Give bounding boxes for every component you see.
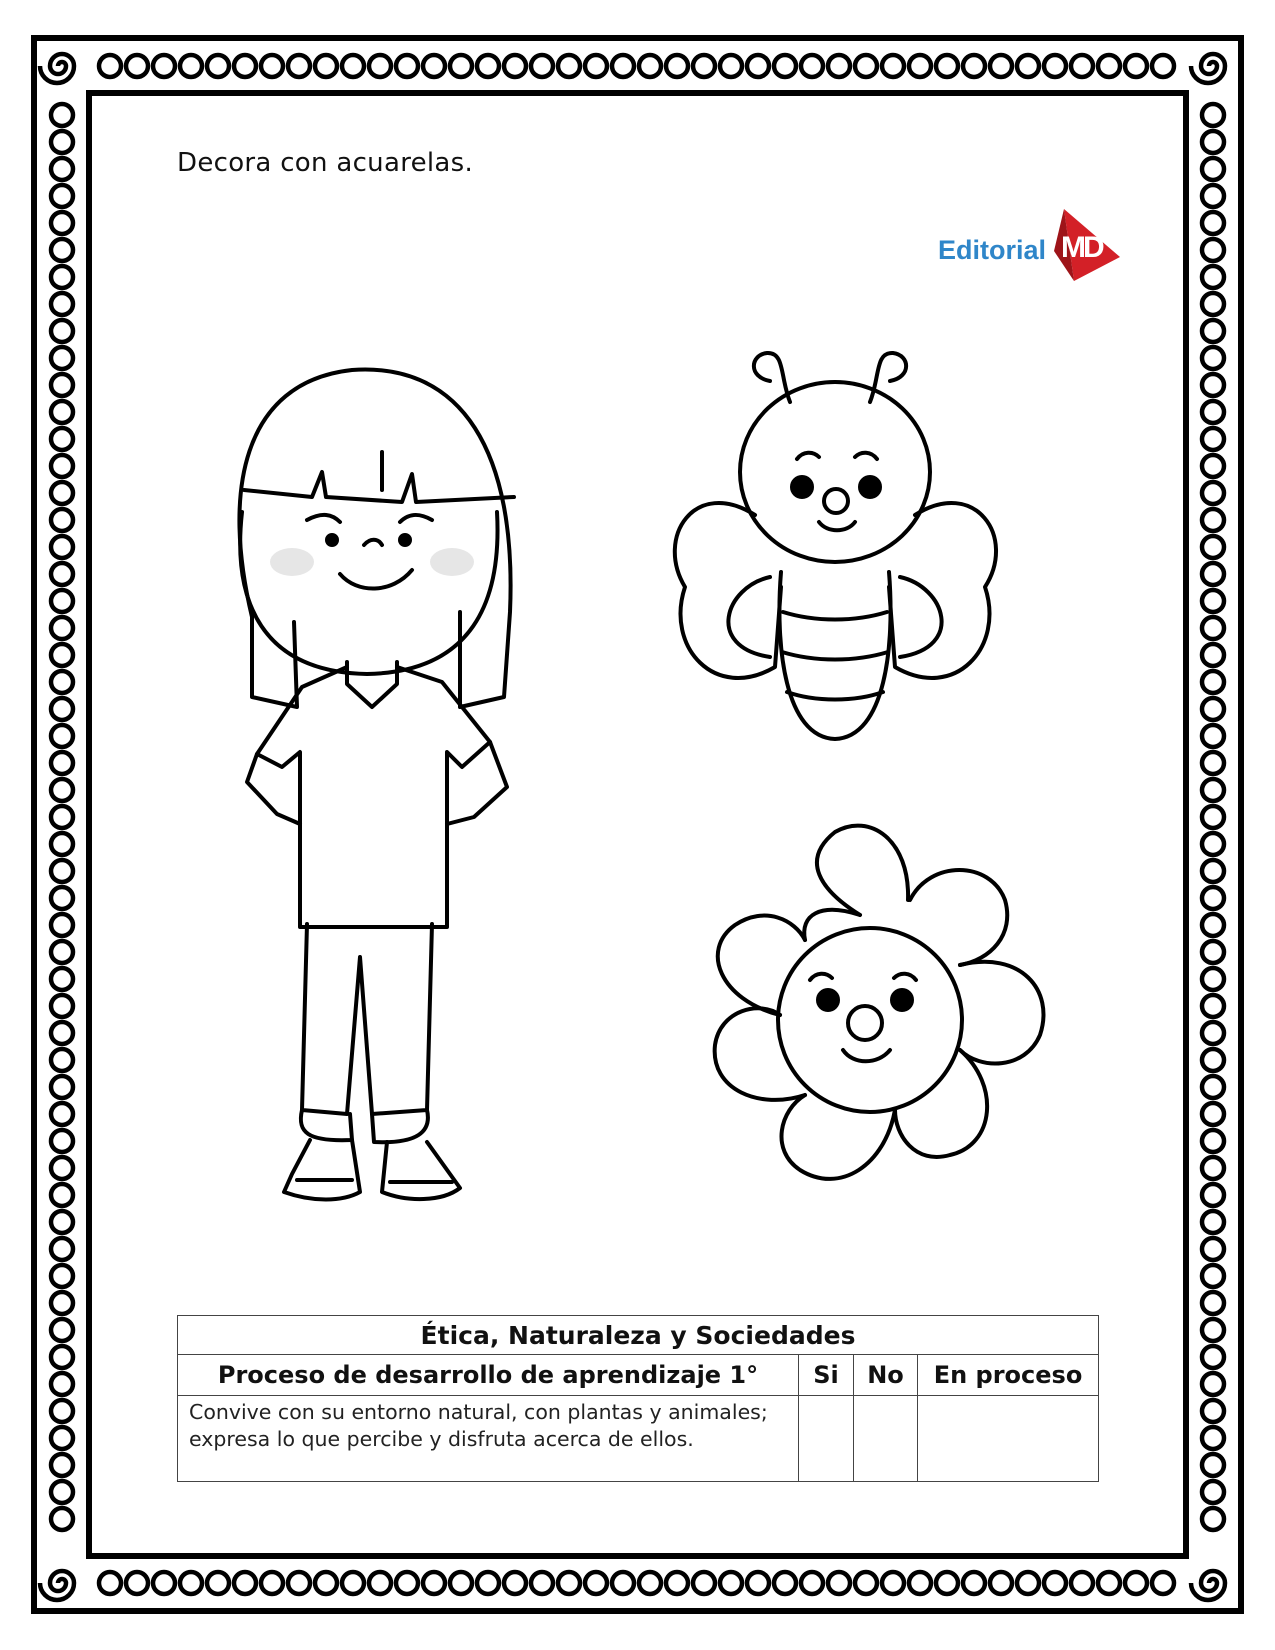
- header-en-proceso: En proceso: [918, 1355, 1099, 1396]
- border-circle: [51, 779, 73, 801]
- border-circle: [1202, 1319, 1224, 1341]
- border-circle: [51, 671, 73, 693]
- border-circle: [51, 428, 73, 450]
- border-circle: [531, 1572, 553, 1594]
- border-circle: [51, 1211, 73, 1233]
- border-circle: [558, 1572, 580, 1594]
- border-circle: [51, 1319, 73, 1341]
- border-circle: [612, 1572, 634, 1594]
- border-circle: [1202, 347, 1224, 369]
- logo-mark-text: MD: [1061, 231, 1102, 264]
- border-circle: [1202, 860, 1224, 882]
- border-circle: [558, 55, 580, 77]
- border-circle: [1202, 1346, 1224, 1368]
- border-circle: [1202, 617, 1224, 639]
- border-circle: [1202, 752, 1224, 774]
- border-circle: [1202, 671, 1224, 693]
- border-circle: [423, 55, 445, 77]
- border-circle: [1202, 1157, 1224, 1179]
- border-circle: [1202, 644, 1224, 666]
- flower-illustration: [660, 820, 1070, 1220]
- border-circle: [1202, 1427, 1224, 1449]
- border-circle: [126, 55, 148, 77]
- border-circle: [207, 55, 229, 77]
- border-circle: [396, 1572, 418, 1594]
- border-circle: [612, 55, 634, 77]
- child-illustration: [222, 362, 522, 1262]
- border-circle: [51, 347, 73, 369]
- border-circle: [288, 1572, 310, 1594]
- border-circle: [51, 752, 73, 774]
- border-circle: [180, 55, 202, 77]
- border-circle: [1202, 1400, 1224, 1422]
- border-circle: [51, 1400, 73, 1422]
- border-circle: [450, 55, 472, 77]
- border-circle: [936, 55, 958, 77]
- border-circle: [51, 617, 73, 639]
- border-circle: [1202, 1022, 1224, 1044]
- border-circle: [342, 55, 364, 77]
- border-circle: [51, 1265, 73, 1287]
- border-circle: [51, 725, 73, 747]
- border-circle: [51, 1373, 73, 1395]
- border-circle: [1202, 563, 1224, 585]
- border-circle: [963, 1572, 985, 1594]
- border-circle: [774, 1572, 796, 1594]
- border-circle: [51, 860, 73, 882]
- border-circle: [51, 239, 73, 261]
- border-circle: [1202, 131, 1224, 153]
- border-circle: [51, 131, 73, 153]
- corner-spiral-icon: [1191, 1571, 1225, 1600]
- border-circle: [1202, 1130, 1224, 1152]
- border-circle: [1202, 1184, 1224, 1206]
- border-circle: [396, 55, 418, 77]
- border-circle: [1202, 995, 1224, 1017]
- border-circle: [51, 1292, 73, 1314]
- border-circle: [51, 1238, 73, 1260]
- border-circle: [51, 455, 73, 477]
- border-circle: [1202, 1265, 1224, 1287]
- border-circle: [126, 1572, 148, 1594]
- border-circle: [153, 55, 175, 77]
- border-circle: [1202, 293, 1224, 315]
- border-circle: [504, 1572, 526, 1594]
- border-circle: [207, 1572, 229, 1594]
- border-circle: [369, 1572, 391, 1594]
- border-circle: [801, 55, 823, 77]
- border-circle: [1202, 428, 1224, 450]
- border-circle: [1202, 941, 1224, 963]
- border-circle: [369, 55, 391, 77]
- border-circle: [1202, 833, 1224, 855]
- header-no: No: [854, 1355, 918, 1396]
- corner-spiral-icon: [40, 1571, 74, 1600]
- border-circle: [51, 1157, 73, 1179]
- border-circle: [51, 644, 73, 666]
- border-circle: [153, 1572, 175, 1594]
- border-circle: [51, 563, 73, 585]
- border-circle: [51, 1076, 73, 1098]
- border-circle: [51, 1049, 73, 1071]
- border-circle: [261, 55, 283, 77]
- border-circle: [51, 266, 73, 288]
- border-circle: [585, 55, 607, 77]
- border-circle: [1017, 1572, 1039, 1594]
- border-circle: [1202, 1373, 1224, 1395]
- border-circle: [51, 536, 73, 558]
- border-circle: [1044, 1572, 1066, 1594]
- border-circle: [1152, 1572, 1174, 1594]
- border-circle: [747, 1572, 769, 1594]
- header-process: Proceso de desarrollo de aprendizaje 1°: [178, 1355, 799, 1396]
- border-circle: [51, 212, 73, 234]
- border-circle: [1202, 1454, 1224, 1476]
- border-circle: [423, 1572, 445, 1594]
- table-row: [178, 1396, 1099, 1482]
- border-circle: [693, 1572, 715, 1594]
- instruction-text: Decora con acuarelas.: [177, 148, 474, 178]
- border-circle: [1202, 509, 1224, 531]
- border-circle: [51, 104, 73, 126]
- border-circle: [1071, 55, 1093, 77]
- border-circle: [855, 55, 877, 77]
- border-circle: [1202, 590, 1224, 612]
- border-circle: [1202, 887, 1224, 909]
- border-circle: [882, 1572, 904, 1594]
- border-circle: [1202, 104, 1224, 126]
- border-circle: [828, 55, 850, 77]
- table-title: Ética, Naturaleza y Sociedades: [178, 1316, 1099, 1355]
- border-circle: [1202, 536, 1224, 558]
- border-circle: [774, 55, 796, 77]
- border-circle: [450, 1572, 472, 1594]
- border-circle: [990, 55, 1012, 77]
- border-circle: [1202, 914, 1224, 936]
- border-circle: [666, 1572, 688, 1594]
- border-circle: [51, 1508, 73, 1530]
- border-circle: [51, 968, 73, 990]
- border-circle: [801, 1572, 823, 1594]
- border-circle: [1202, 266, 1224, 288]
- border-circle: [315, 55, 337, 77]
- border-circle: [1202, 320, 1224, 342]
- border-circle: [1202, 1508, 1224, 1530]
- border-circle: [909, 1572, 931, 1594]
- border-circle: [51, 1103, 73, 1125]
- border-circle: [51, 158, 73, 180]
- border-circle: [855, 1572, 877, 1594]
- border-circle: [1098, 1572, 1120, 1594]
- border-circle: [1202, 455, 1224, 477]
- corner-spiral-icon: [40, 54, 74, 83]
- border-circle: [51, 806, 73, 828]
- border-circle: [666, 55, 688, 77]
- border-circle: [51, 482, 73, 504]
- border-circle: [1125, 1572, 1147, 1594]
- border-circle: [261, 1572, 283, 1594]
- border-circle: [504, 55, 526, 77]
- border-circle: [51, 293, 73, 315]
- editorial-logo: [938, 205, 1118, 285]
- border-circle: [1202, 698, 1224, 720]
- border-circle: [1202, 779, 1224, 801]
- border-circle: [51, 887, 73, 909]
- border-circle: [882, 55, 904, 77]
- border-circle: [51, 995, 73, 1017]
- border-circle: [720, 1572, 742, 1594]
- border-circle: [828, 1572, 850, 1594]
- border-circle: [51, 374, 73, 396]
- border-circle: [51, 1454, 73, 1476]
- border-circle: [51, 590, 73, 612]
- border-circle: [234, 1572, 256, 1594]
- border-circle: [342, 1572, 364, 1594]
- bee-illustration: [655, 347, 1025, 747]
- border-circle: [180, 1572, 202, 1594]
- border-circle: [288, 55, 310, 77]
- cell-si[interactable]: [799, 1396, 854, 1482]
- logo-word: Editorial: [938, 235, 1047, 265]
- border-circle: [51, 1022, 73, 1044]
- border-circle: [1071, 1572, 1093, 1594]
- border-circle: [477, 1572, 499, 1594]
- cell-no[interactable]: [854, 1396, 918, 1482]
- border-circle: [51, 833, 73, 855]
- border-circle: [1202, 482, 1224, 504]
- border-circle: [1202, 1211, 1224, 1233]
- border-circle: [51, 1130, 73, 1152]
- border-circle: [1202, 1103, 1224, 1125]
- border-circle: [1202, 725, 1224, 747]
- border-circle: [51, 1481, 73, 1503]
- border-circle: [1202, 212, 1224, 234]
- border-circle: [531, 55, 553, 77]
- border-circle: [51, 1346, 73, 1368]
- border-circle: [1152, 55, 1174, 77]
- border-circle: [1044, 55, 1066, 77]
- border-circle: [51, 185, 73, 207]
- border-circle: [315, 1572, 337, 1594]
- border-circle: [1202, 1292, 1224, 1314]
- border-circle: [51, 1184, 73, 1206]
- border-circle: [51, 914, 73, 936]
- header-si: Si: [799, 1355, 854, 1396]
- border-circle: [51, 509, 73, 531]
- cell-en-proceso[interactable]: [918, 1396, 1099, 1482]
- border-circle: [51, 320, 73, 342]
- border-circle: [477, 55, 499, 77]
- border-circle: [1202, 1049, 1224, 1071]
- border-circle: [51, 941, 73, 963]
- border-circle: [1202, 185, 1224, 207]
- border-circle: [747, 55, 769, 77]
- border-circle: [1098, 55, 1120, 77]
- border-circle: [234, 55, 256, 77]
- evaluation-table: [177, 1315, 1099, 1482]
- border-circle: [720, 55, 742, 77]
- border-circle: [1202, 806, 1224, 828]
- border-circle: [693, 55, 715, 77]
- row-description: Convive con su entorno natural, con plantas y animales; expresa lo que percibe y disfruta acerca de ellos.: [178, 1396, 799, 1482]
- border-circle: [99, 1572, 121, 1594]
- border-circle: [99, 55, 121, 77]
- border-circle: [936, 1572, 958, 1594]
- border-circle: [963, 55, 985, 77]
- border-circle: [585, 1572, 607, 1594]
- corner-spiral-icon: [1191, 54, 1225, 83]
- border-circle: [51, 1427, 73, 1449]
- border-circle: [1202, 374, 1224, 396]
- border-circle: [1202, 1481, 1224, 1503]
- border-circle: [1017, 55, 1039, 77]
- border-circle: [51, 401, 73, 423]
- border-circle: [1202, 1238, 1224, 1260]
- border-circle: [1125, 55, 1147, 77]
- border-circle: [990, 1572, 1012, 1594]
- border-circle: [1202, 1076, 1224, 1098]
- border-circle: [639, 1572, 661, 1594]
- border-circle: [1202, 158, 1224, 180]
- border-circle: [1202, 239, 1224, 261]
- border-circle: [909, 55, 931, 77]
- border-circle: [639, 55, 661, 77]
- border-circle: [1202, 968, 1224, 990]
- border-circle: [1202, 401, 1224, 423]
- border-circle: [51, 698, 73, 720]
